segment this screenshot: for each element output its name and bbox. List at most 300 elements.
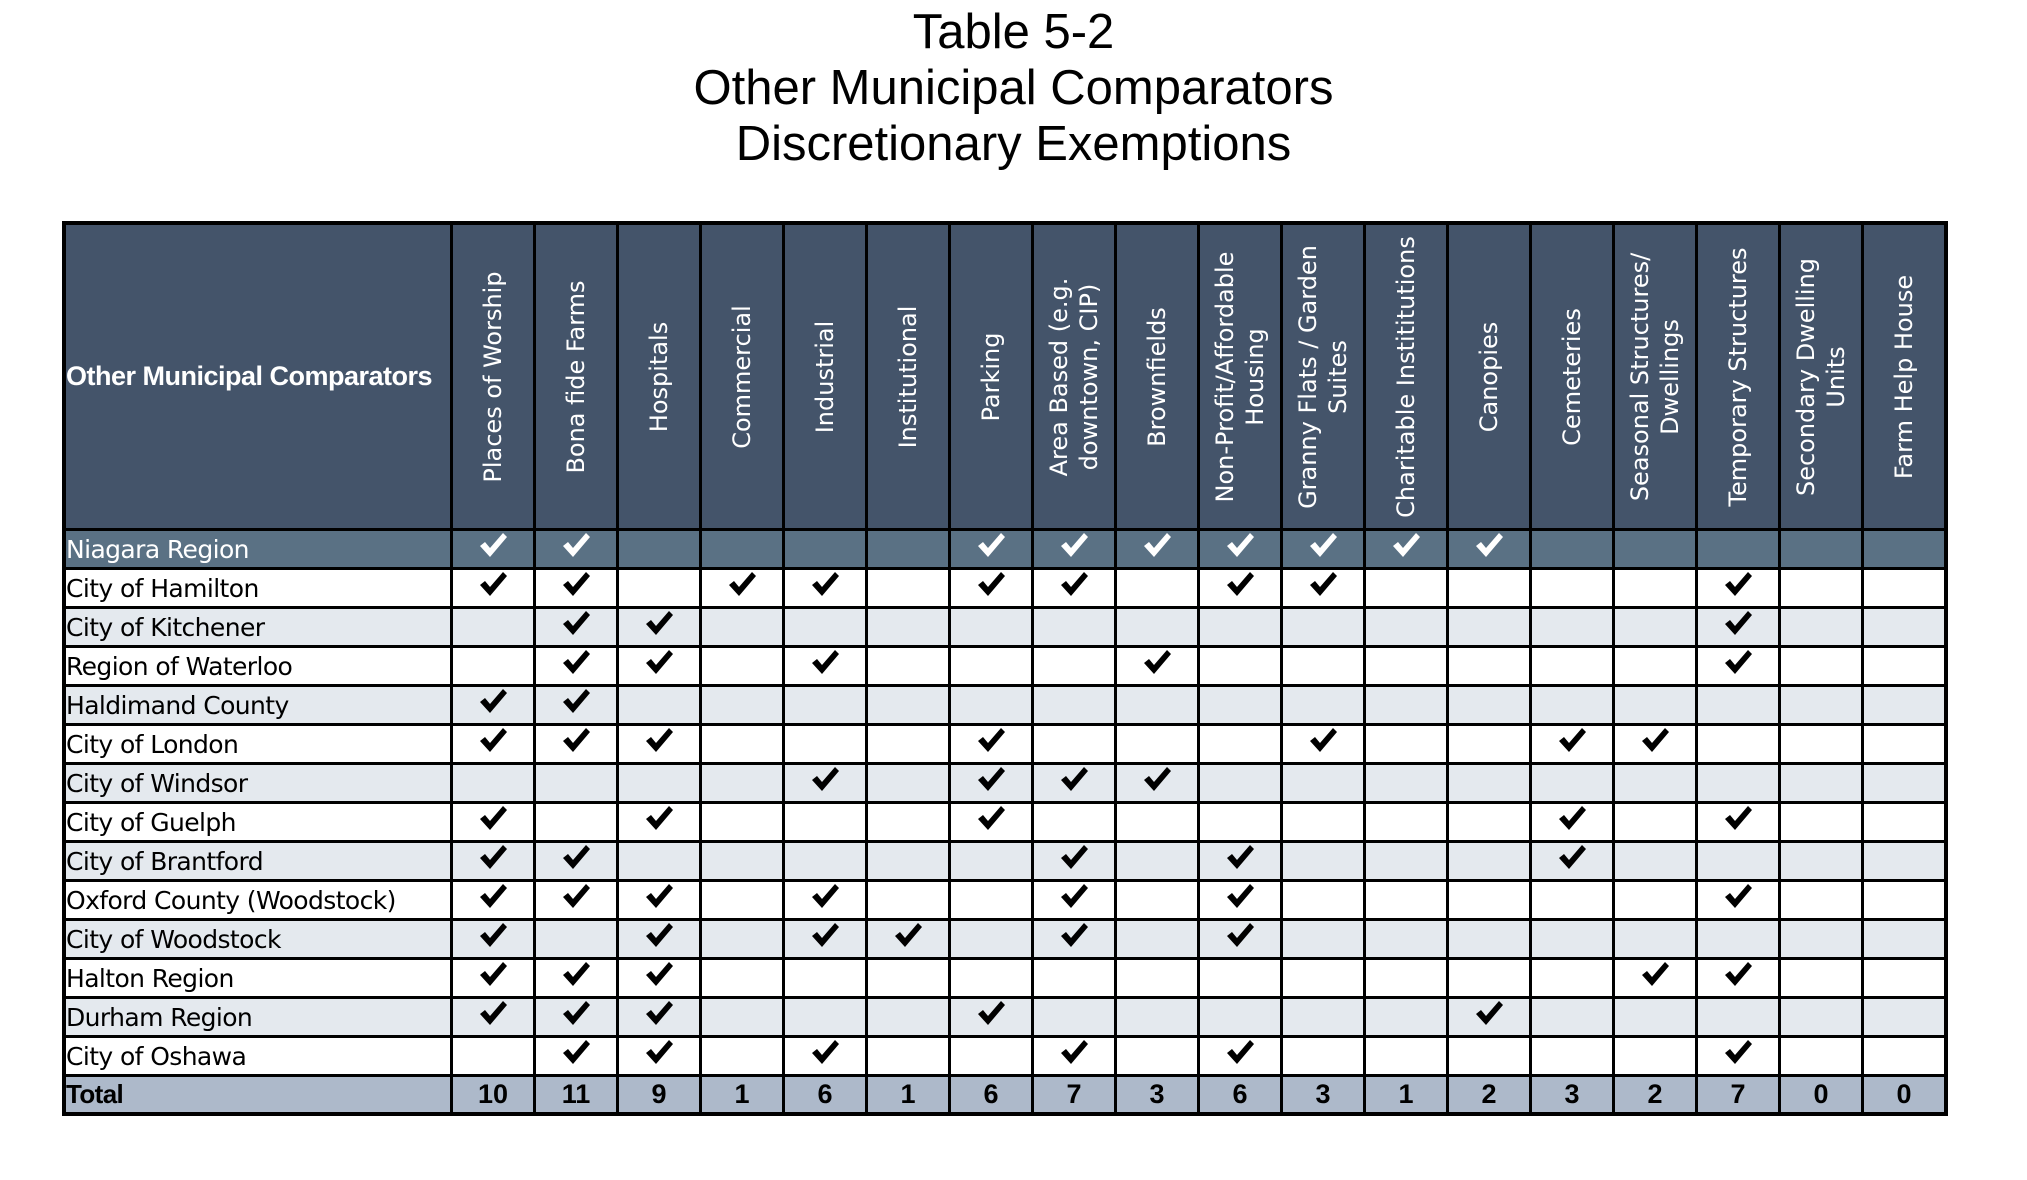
checkmark-icon: [1640, 960, 1670, 988]
checkmark-icon: [644, 648, 674, 676]
exemption-cell-checked: [1448, 530, 1531, 569]
checkmark-icon: [478, 687, 508, 715]
exemption-cell-checked: [452, 803, 535, 842]
exemption-cell-empty: [1863, 686, 1947, 725]
checkmark-icon: [478, 960, 508, 988]
exemption-cell-checked: [1697, 647, 1780, 686]
exemption-cell-empty: [1531, 998, 1614, 1037]
checkmark-icon: [561, 843, 591, 871]
exemption-cell-checked: [535, 647, 618, 686]
column-header: [950, 223, 1033, 530]
exemption-cell-empty: [1863, 725, 1947, 764]
exemption-cell-empty: [1116, 686, 1199, 725]
exemption-cell-checked: [535, 881, 618, 920]
exemption-cell-empty: [701, 842, 784, 881]
table-row: [64, 647, 1946, 686]
exemption-cell-checked: [784, 764, 867, 803]
table-row: [64, 1037, 1946, 1076]
checkmark-icon: [976, 531, 1006, 559]
exemption-cell-empty: [1780, 647, 1863, 686]
exemption-cell-empty: [1033, 686, 1116, 725]
column-header-label: Charitable Instititutions: [1392, 235, 1420, 518]
exemption-cell-empty: [1531, 1037, 1614, 1076]
exemption-cell-empty: [1448, 764, 1531, 803]
checkmark-icon: [561, 882, 591, 910]
checkmark-icon: [478, 843, 508, 871]
checkmark-icon: [1225, 882, 1255, 910]
municipality-name: Oxford County (Woodstock): [64, 881, 452, 920]
checkmark-icon: [1723, 570, 1753, 598]
exemption-cell-checked: [1614, 959, 1697, 998]
municipality-name: Region of Waterloo: [64, 647, 452, 686]
table-row: [64, 530, 1946, 569]
exemption-cell-empty: [1282, 608, 1365, 647]
total-value: 2: [1614, 1076, 1697, 1115]
exemption-cell-checked: [1697, 569, 1780, 608]
table-title: [0, 4, 2027, 172]
exemption-cell-checked: [452, 842, 535, 881]
checkmark-icon: [893, 921, 923, 949]
column-header: [1614, 223, 1697, 530]
exemption-cell-empty: [1863, 530, 1947, 569]
exemption-cell-empty: [1199, 764, 1282, 803]
exemption-cell-empty: [452, 1037, 535, 1076]
municipality-name: City of Guelph: [64, 803, 452, 842]
exemption-cell-empty: [1863, 881, 1947, 920]
exemption-cell-empty: [1282, 764, 1365, 803]
exemption-cell-empty: [1863, 647, 1947, 686]
checkmark-icon: [810, 648, 840, 676]
checkmark-icon: [644, 921, 674, 949]
total-label: Total: [64, 1076, 452, 1115]
checkmark-icon: [478, 921, 508, 949]
exemption-cell-empty: [1780, 959, 1863, 998]
table-row: [64, 803, 1946, 842]
checkmark-icon: [810, 1038, 840, 1066]
exemption-cell-checked: [618, 920, 701, 959]
table-row: [64, 608, 1946, 647]
exemption-cell-empty: [1614, 842, 1697, 881]
column-header-label: Brownfields: [1143, 306, 1171, 447]
exemption-cell-checked: [1199, 842, 1282, 881]
exemption-cell-empty: [950, 959, 1033, 998]
exemption-cell-empty: [1697, 920, 1780, 959]
exemption-cell-empty: [867, 647, 950, 686]
checkmark-icon: [1474, 999, 1504, 1027]
exemption-cell-checked: [867, 920, 950, 959]
exemption-cell-empty: [950, 686, 1033, 725]
column-header-label: Temporary Structures: [1724, 246, 1752, 507]
exemption-cell-checked: [452, 881, 535, 920]
exemption-cell-empty: [1614, 686, 1697, 725]
municipality-name: City of Oshawa: [64, 1037, 452, 1076]
column-header-label: Places of Worship: [479, 270, 507, 483]
exemption-cell-empty: [618, 842, 701, 881]
exemption-cell-empty: [1531, 686, 1614, 725]
exemption-cell-checked: [784, 1037, 867, 1076]
exemption-cell-empty: [784, 803, 867, 842]
column-header: [1780, 223, 1863, 530]
exemption-cell-checked: [1033, 530, 1116, 569]
exemption-cell-empty: [1780, 920, 1863, 959]
exemption-cell-empty: [618, 530, 701, 569]
exemption-cell-empty: [1780, 881, 1863, 920]
exemption-cell-checked: [618, 725, 701, 764]
checkmark-icon: [561, 609, 591, 637]
checkmark-icon: [1723, 804, 1753, 832]
exemption-cell-empty: [1697, 686, 1780, 725]
exemption-cell-checked: [1116, 764, 1199, 803]
exemption-cell-checked: [1033, 764, 1116, 803]
municipality-name: Haldimand County: [64, 686, 452, 725]
exemption-cell-empty: [1614, 647, 1697, 686]
checkmark-icon: [478, 531, 508, 559]
exemption-cell-checked: [1697, 881, 1780, 920]
checkmark-icon: [1142, 765, 1172, 793]
exemption-cell-empty: [452, 608, 535, 647]
exemption-cell-empty: [452, 764, 535, 803]
exemption-cell-checked: [535, 842, 618, 881]
checkmark-icon: [1225, 843, 1255, 871]
exemption-cell-checked: [535, 608, 618, 647]
exemption-cell-empty: [1697, 530, 1780, 569]
total-value: 6: [784, 1076, 867, 1115]
total-value: 7: [1697, 1076, 1780, 1115]
total-value: 1: [867, 1076, 950, 1115]
exemption-cell-empty: [1365, 920, 1448, 959]
column-header-label: Industrial: [811, 320, 839, 433]
exemption-cell-checked: [452, 725, 535, 764]
total-value: 11: [535, 1076, 618, 1115]
exemption-cell-empty: [1780, 569, 1863, 608]
checkmark-icon: [1059, 921, 1089, 949]
exemption-cell-checked: [784, 569, 867, 608]
table-row: [64, 725, 1946, 764]
checkmark-icon: [1557, 843, 1587, 871]
column-header-label: Canopies: [1475, 321, 1503, 432]
column-header-label: Parking: [977, 332, 1005, 421]
exemption-cell-checked: [1199, 920, 1282, 959]
exemption-cell-empty: [1116, 725, 1199, 764]
table-row: [64, 842, 1946, 881]
exemption-cell-checked: [950, 998, 1033, 1037]
checkmark-icon: [1225, 1038, 1255, 1066]
exemption-cell-empty: [784, 842, 867, 881]
total-value: 3: [1531, 1076, 1614, 1115]
checkmark-icon: [478, 570, 508, 598]
exemption-cell-checked: [618, 647, 701, 686]
column-header: [1199, 223, 1282, 530]
exemption-cell-checked: [701, 569, 784, 608]
checkmark-icon: [561, 1038, 591, 1066]
total-value: 0: [1780, 1076, 1863, 1115]
exemption-cell-empty: [1614, 764, 1697, 803]
exemption-cell-empty: [1863, 608, 1947, 647]
exemption-cell-checked: [535, 569, 618, 608]
exemption-cell-checked: [1531, 725, 1614, 764]
exemption-cell-checked: [1199, 881, 1282, 920]
exemption-cell-checked: [1033, 881, 1116, 920]
column-header: [1697, 223, 1780, 530]
checkmark-icon: [976, 726, 1006, 754]
exemption-cell-empty: [1365, 608, 1448, 647]
exemption-cell-empty: [1282, 647, 1365, 686]
municipality-name: City of Woodstock: [64, 920, 452, 959]
exemption-cell-empty: [1448, 842, 1531, 881]
exemption-cell-checked: [618, 803, 701, 842]
exemption-cell-empty: [1282, 959, 1365, 998]
header-row: [64, 223, 1946, 530]
column-header: [1863, 223, 1947, 530]
exemption-cell-empty: [1863, 842, 1947, 881]
exemption-cell-checked: [1282, 530, 1365, 569]
exemption-cell-checked: [618, 1037, 701, 1076]
column-header: [1531, 223, 1614, 530]
total-value: 9: [618, 1076, 701, 1115]
exemption-cell-empty: [1365, 803, 1448, 842]
exemption-cell-empty: [1780, 803, 1863, 842]
exemption-cell-empty: [1448, 608, 1531, 647]
exemption-cell-empty: [1116, 998, 1199, 1037]
total-value: 1: [701, 1076, 784, 1115]
exemption-cell-empty: [1365, 764, 1448, 803]
table-row: [64, 959, 1946, 998]
exemption-cell-checked: [1697, 803, 1780, 842]
exemption-cell-checked: [535, 725, 618, 764]
checkmark-icon: [1723, 609, 1753, 637]
exemption-cell-empty: [1614, 608, 1697, 647]
exemption-cell-empty: [701, 998, 784, 1037]
table-row: [64, 764, 1946, 803]
exemption-cell-empty: [1531, 764, 1614, 803]
exemption-cell-empty: [1697, 842, 1780, 881]
exemption-cell-empty: [1614, 881, 1697, 920]
exemption-cell-empty: [618, 569, 701, 608]
checkmark-icon: [1723, 648, 1753, 676]
exemption-cell-checked: [1531, 803, 1614, 842]
exemption-cell-empty: [1116, 1037, 1199, 1076]
exemption-cell-empty: [784, 686, 867, 725]
exemption-cell-empty: [1780, 608, 1863, 647]
exemption-cell-checked: [535, 686, 618, 725]
exemption-cell-checked: [1116, 530, 1199, 569]
exemption-cell-checked: [1531, 842, 1614, 881]
checkmark-icon: [1557, 726, 1587, 754]
table-row: [64, 998, 1946, 1037]
exemption-cell-empty: [1780, 764, 1863, 803]
exemption-cell-empty: [1116, 881, 1199, 920]
comparators-table: [62, 221, 1948, 1116]
checkmark-icon: [1059, 843, 1089, 871]
municipality-name: Halton Region: [64, 959, 452, 998]
total-value: 1: [1365, 1076, 1448, 1115]
column-header: [1448, 223, 1531, 530]
checkmark-icon: [1059, 765, 1089, 793]
exemption-cell-checked: [452, 569, 535, 608]
exemption-cell-empty: [1116, 803, 1199, 842]
exemption-cell-empty: [784, 998, 867, 1037]
exemption-cell-checked: [950, 530, 1033, 569]
total-value: 2: [1448, 1076, 1531, 1115]
exemption-cell-empty: [784, 608, 867, 647]
column-header: [1033, 223, 1116, 530]
exemption-cell-empty: [1199, 959, 1282, 998]
exemption-cell-empty: [701, 1037, 784, 1076]
checkmark-icon: [561, 570, 591, 598]
table-row: [64, 881, 1946, 920]
checkmark-icon: [644, 609, 674, 637]
table-row: [64, 569, 1946, 608]
exemption-cell-empty: [1780, 998, 1863, 1037]
exemption-cell-checked: [535, 959, 618, 998]
checkmark-icon: [478, 804, 508, 832]
checkmark-icon: [644, 960, 674, 988]
exemption-cell-empty: [950, 920, 1033, 959]
exemption-cell-checked: [618, 959, 701, 998]
checkmark-icon: [1142, 531, 1172, 559]
exemption-cell-empty: [535, 764, 618, 803]
exemption-cell-empty: [1199, 725, 1282, 764]
exemption-cell-empty: [1365, 725, 1448, 764]
exemption-cell-empty: [1448, 569, 1531, 608]
exemption-cell-empty: [1697, 998, 1780, 1037]
exemption-cell-empty: [867, 803, 950, 842]
exemption-cell-checked: [1282, 569, 1365, 608]
exemption-cell-empty: [1448, 725, 1531, 764]
checkmark-icon: [810, 570, 840, 598]
exemption-cell-checked: [784, 647, 867, 686]
checkmark-icon: [1059, 882, 1089, 910]
exemption-cell-empty: [867, 881, 950, 920]
exemption-cell-empty: [1033, 803, 1116, 842]
exemption-cell-empty: [1365, 998, 1448, 1037]
exemption-cell-empty: [1365, 959, 1448, 998]
exemption-cell-empty: [1365, 1037, 1448, 1076]
exemption-cell-empty: [784, 725, 867, 764]
column-header: [618, 223, 701, 530]
municipality-name: City of London: [64, 725, 452, 764]
checkmark-icon: [976, 804, 1006, 832]
exemption-cell-checked: [1697, 1037, 1780, 1076]
column-header: [867, 223, 950, 530]
total-row: [64, 1076, 1946, 1115]
exemption-cell-empty: [1282, 998, 1365, 1037]
exemption-cell-checked: [1199, 530, 1282, 569]
checkmark-icon: [1059, 570, 1089, 598]
exemption-cell-empty: [1116, 920, 1199, 959]
exemption-cell-empty: [701, 959, 784, 998]
column-header: [1116, 223, 1199, 530]
exemption-cell-empty: [950, 1037, 1033, 1076]
exemption-cell-checked: [784, 881, 867, 920]
exemption-cell-checked: [1199, 1037, 1282, 1076]
exemption-cell-checked: [950, 803, 1033, 842]
exemption-cell-checked: [535, 1037, 618, 1076]
checkmark-icon: [644, 726, 674, 754]
checkmark-icon: [1723, 1038, 1753, 1066]
exemption-cell-empty: [1614, 803, 1697, 842]
exemption-cell-empty: [535, 803, 618, 842]
title-line-2: Other Municipal Comparators: [693, 61, 1334, 115]
exemption-cell-empty: [1863, 1037, 1947, 1076]
column-header-label: Non-Profit/Affordable Housing: [1211, 251, 1269, 502]
exemption-cell-empty: [701, 881, 784, 920]
exemption-cell-empty: [1199, 647, 1282, 686]
exemption-cell-empty: [1448, 920, 1531, 959]
column-header-label: Granny Flats / Garden Suites: [1294, 244, 1352, 509]
exemption-cell-checked: [1116, 647, 1199, 686]
column-header-label: Hospitals: [645, 321, 673, 432]
exemption-cell-empty: [701, 608, 784, 647]
checkmark-icon: [976, 570, 1006, 598]
exemption-cell-empty: [701, 725, 784, 764]
checkmark-icon: [1308, 570, 1338, 598]
exemption-cell-empty: [1780, 842, 1863, 881]
exemption-cell-empty: [867, 959, 950, 998]
table-row: [64, 920, 1946, 959]
column-header-label: Institutional: [894, 305, 922, 448]
exemption-cell-empty: [701, 764, 784, 803]
exemption-cell-empty: [1780, 1037, 1863, 1076]
exemption-cell-checked: [784, 920, 867, 959]
total-value: 3: [1116, 1076, 1199, 1115]
column-header: [1365, 223, 1448, 530]
column-header: [784, 223, 867, 530]
exemption-cell-empty: [1282, 842, 1365, 881]
exemption-cell-empty: [1780, 725, 1863, 764]
exemption-cell-checked: [1033, 842, 1116, 881]
exemption-cell-empty: [1116, 842, 1199, 881]
column-header-label: Secondary Dwelling Units: [1792, 257, 1850, 496]
checkmark-icon: [561, 687, 591, 715]
column-header: [1282, 223, 1365, 530]
exemption-cell-empty: [1033, 998, 1116, 1037]
checkmark-icon: [561, 531, 591, 559]
exemption-cell-empty: [1282, 686, 1365, 725]
exemption-cell-empty: [1614, 530, 1697, 569]
municipality-name: City of Brantford: [64, 842, 452, 881]
exemption-cell-checked: [618, 998, 701, 1037]
checkmark-icon: [561, 726, 591, 754]
checkmark-icon: [1059, 531, 1089, 559]
exemption-cell-empty: [950, 647, 1033, 686]
exemption-cell-checked: [452, 530, 535, 569]
exemption-cell-empty: [1448, 803, 1531, 842]
checkmark-icon: [644, 882, 674, 910]
exemption-cell-empty: [1531, 881, 1614, 920]
exemption-cell-empty: [1531, 608, 1614, 647]
exemption-cell-empty: [1531, 569, 1614, 608]
exemption-cell-empty: [1531, 530, 1614, 569]
exemption-cell-checked: [1448, 998, 1531, 1037]
exemption-cell-empty: [1116, 569, 1199, 608]
exemption-cell-checked: [452, 686, 535, 725]
exemption-cell-empty: [1614, 569, 1697, 608]
exemption-cell-checked: [950, 725, 1033, 764]
exemption-cell-empty: [867, 725, 950, 764]
exemption-cell-checked: [452, 920, 535, 959]
exemption-cell-empty: [1199, 686, 1282, 725]
total-value: 3: [1282, 1076, 1365, 1115]
exemption-cell-empty: [452, 647, 535, 686]
exemption-cell-empty: [1033, 647, 1116, 686]
exemption-cell-empty: [1448, 959, 1531, 998]
checkmark-icon: [478, 726, 508, 754]
exemption-cell-checked: [950, 569, 1033, 608]
checkmark-icon: [478, 999, 508, 1027]
checkmark-icon: [1142, 648, 1172, 676]
total-value: 10: [452, 1076, 535, 1115]
